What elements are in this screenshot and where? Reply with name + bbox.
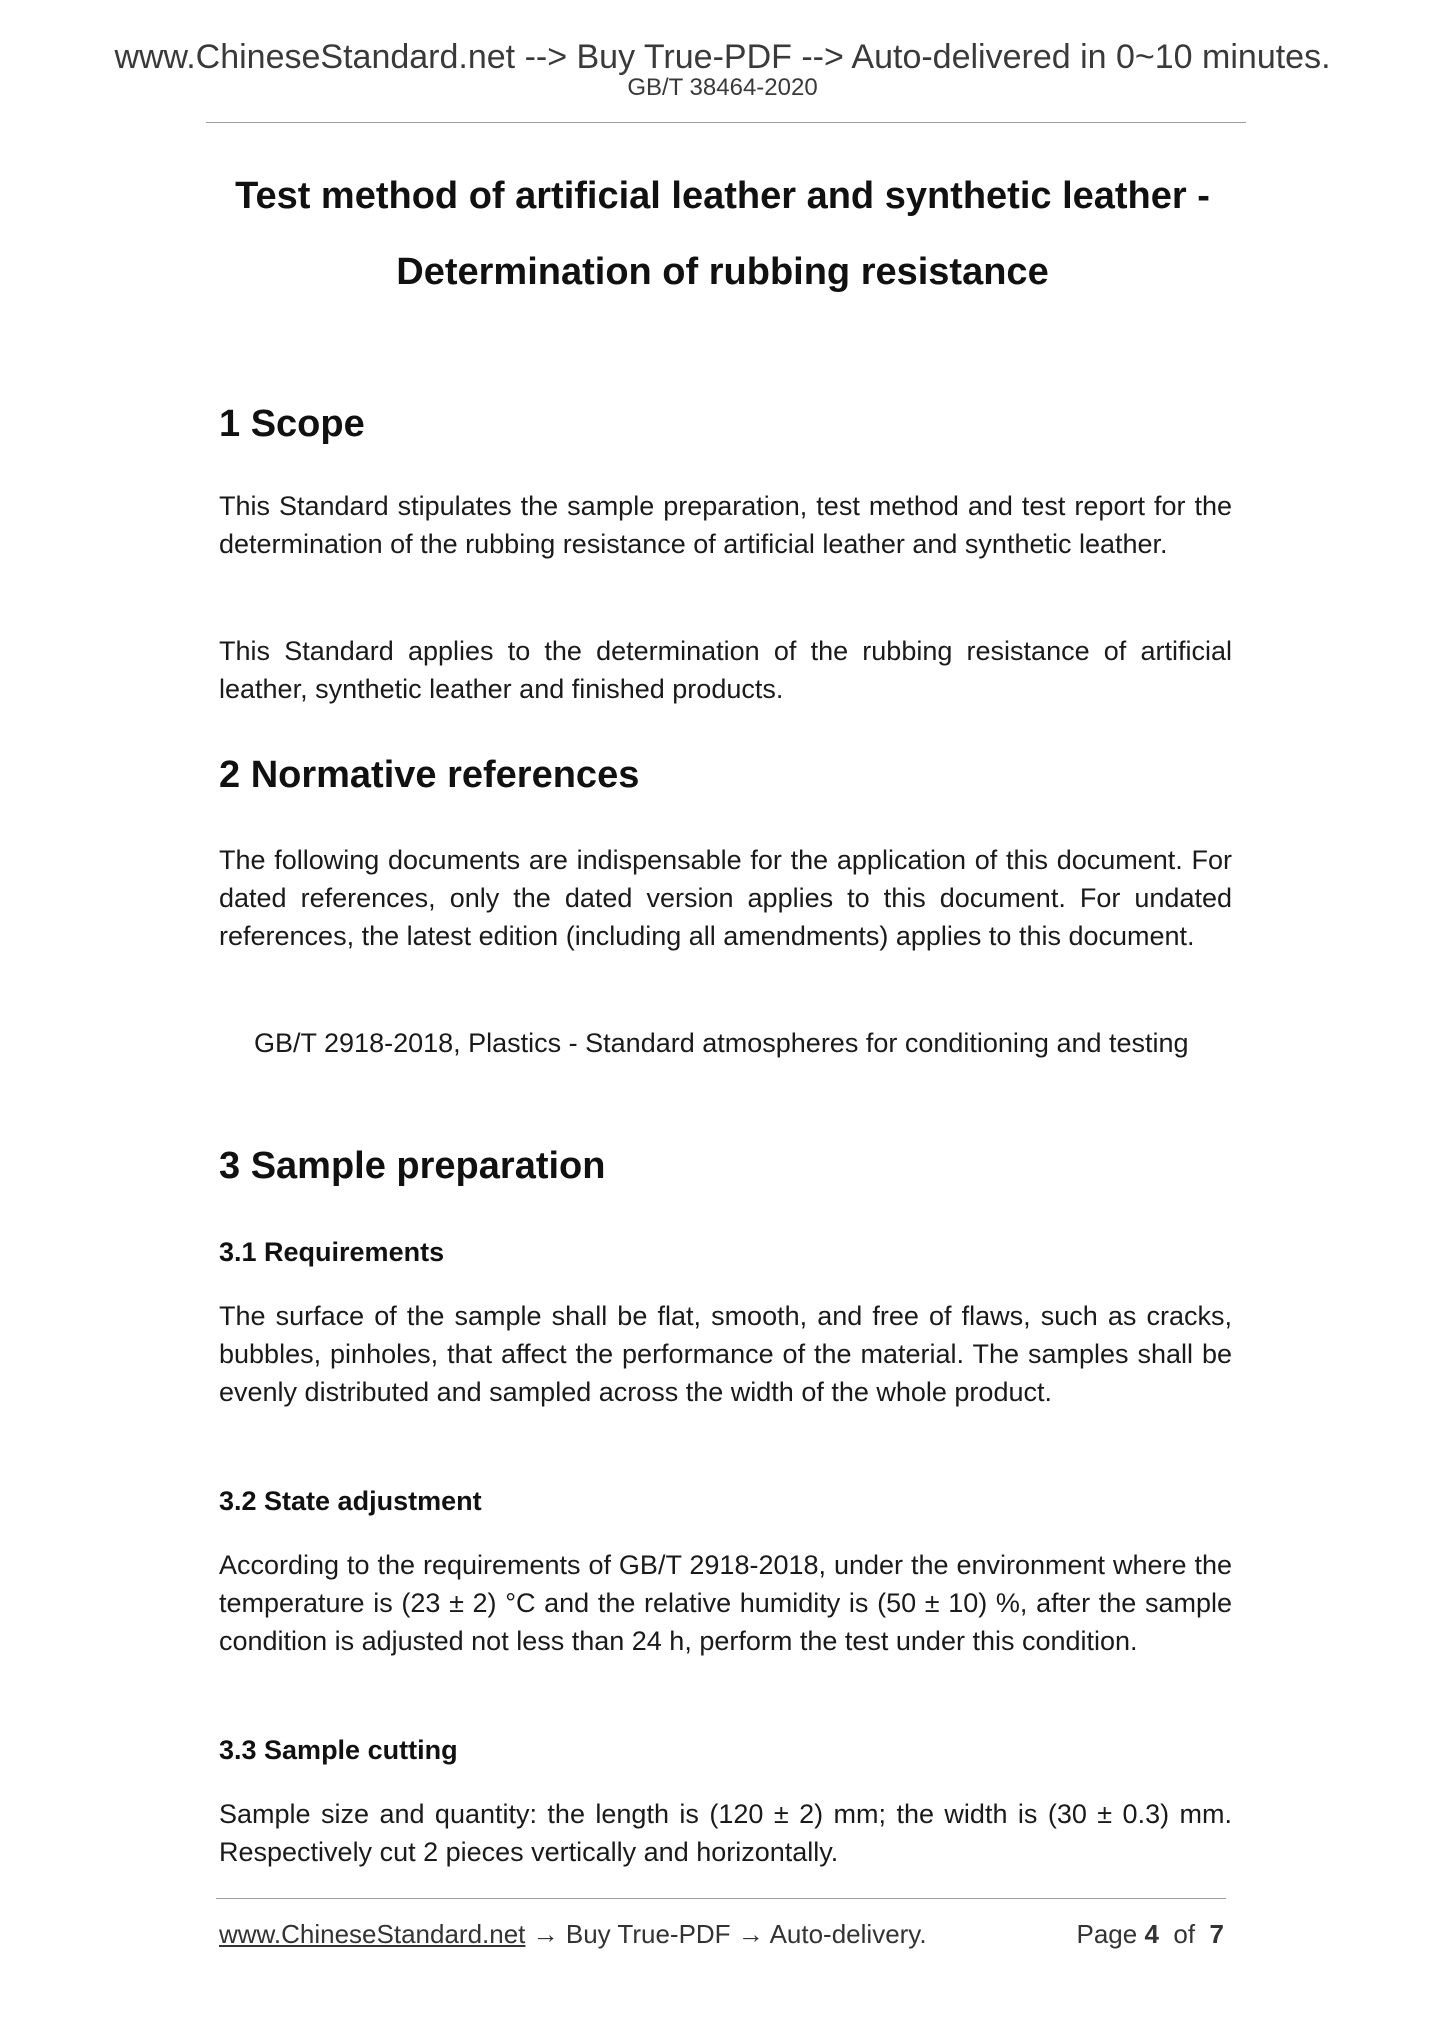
page-current: 4 bbox=[1144, 1919, 1159, 1949]
section-1-paragraph-2: This Standard applies to the determination of the rubbing resistance of artificial leather, synthetic leather and finished products. bbox=[219, 636, 1232, 704]
subsection-3-2-heading: 3.2 State adjustment bbox=[219, 1486, 482, 1516]
page-total: 7 bbox=[1209, 1919, 1224, 1949]
page-indicator bbox=[1077, 1921, 1225, 1947]
section-3-heading: 3 Sample preparation bbox=[219, 1145, 606, 1187]
section-1-paragraph-1: This Standard stipulates the sample preparation, test method and test report for the determination of the rubbing resistance of artificial leather and synthetic leather. bbox=[219, 491, 1232, 559]
footer-divider bbox=[216, 1898, 1226, 1899]
page-footer bbox=[219, 1921, 1224, 1947]
reference-item: GB/T 2918-2018, Plastics - Standard atmospheres for conditioning and testing bbox=[254, 1028, 1189, 1058]
standard-number: GB/T 38464-2020 bbox=[627, 74, 818, 101]
subsection-3-3-heading: 3.3 Sample cutting bbox=[219, 1735, 458, 1765]
subsection-3-1-heading: 3.1 Requirements bbox=[219, 1237, 445, 1267]
page-of: of bbox=[1173, 1919, 1196, 1949]
section-2-paragraph-1: The following documents are indispensable for the application of this document. For dated references, only the dated version applies to this document. For undated references, the latest edition (including all amendments) applies to this document. bbox=[219, 845, 1232, 951]
section-2-heading: 2 Normative references bbox=[219, 754, 640, 796]
footer-site-link[interactable]: www.ChineseStandard.net bbox=[219, 1919, 526, 1949]
footer-tagline: → Buy True-PDF → Auto-delivery. bbox=[525, 1919, 927, 1949]
subsection-3-2-paragraph: According to the requirements of GB/T 2918-2018, under the environment where the temperature is (23 ± 2) °C and the relative humidity is (50 ± 10) %, after the sample condition is adjusted not less than 24 h, perform the test under this condition. bbox=[219, 1550, 1232, 1656]
top-banner: www.ChineseStandard.net --> Buy True-PDF --> Auto-delivered in 0~10 minutes. bbox=[114, 38, 1331, 76]
subsection-3-3-paragraph: Sample size and quantity: the length is (120 ± 2) mm; the width is (30 ± 0.3) mm. Respectively cut 2 pieces vertically and horizontally. bbox=[219, 1799, 1232, 1867]
header-divider bbox=[206, 122, 1246, 123]
subsection-3-1-paragraph: The surface of the sample shall be flat, smooth, and free of flaws, such as cracks, bubbles, pinholes, that affect the performance of the material. The samples shall be evenly distributed and sampled across the width of the whole product. bbox=[219, 1301, 1232, 1407]
page-label: Page bbox=[1076, 1919, 1138, 1949]
document-title-line-1: Test method of artificial leather and synthetic leather - bbox=[235, 175, 1210, 217]
document-title-line-2: Determination of rubbing resistance bbox=[396, 251, 1049, 293]
section-1-heading: 1 Scope bbox=[219, 403, 365, 445]
